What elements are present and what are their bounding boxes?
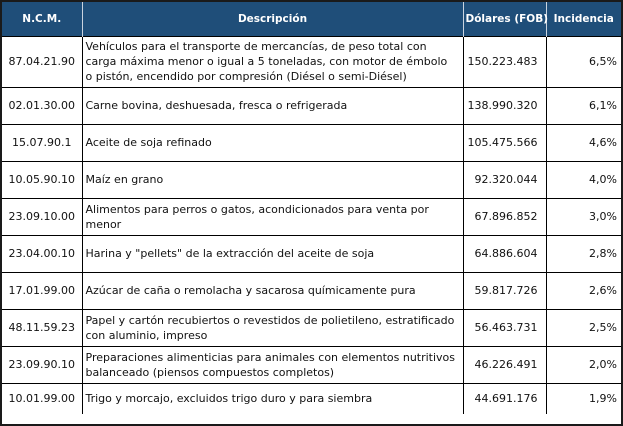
cell-descripcion: Carne bovina, deshuesada, fresca o refrigerada	[82, 87, 463, 124]
cell-descripcion: Papel y cartón recubiertos o revestidos de polietileno, estratificado con aluminio, impreso	[82, 309, 463, 346]
cell-dolares: 105.475.566	[463, 124, 546, 161]
cell-incidencia: 6,1%	[589, 99, 617, 112]
table-row	[2, 346, 621, 383]
cell-descripcion: Maíz en grano	[82, 161, 463, 198]
table-row	[2, 161, 621, 198]
cell-incidencia: 2,6%	[589, 284, 617, 297]
cell-descripcion: Vehículos para el transporte de mercancías, de peso total con carga máxima menor o igual a 5 toneladas, con motor de émbolo o pistón, encendido por compresión (Diésel o semi-Diésel)	[82, 36, 463, 87]
cell-dolares: 92.320.044	[463, 161, 546, 198]
cell-ncm: 23.09.90.10	[2, 346, 82, 383]
cell-descripcion: Azúcar de caña o remolacha y sacarosa químicamente pura	[82, 272, 463, 309]
cell-dolares: 67.896.852	[463, 198, 546, 235]
header-incidencia: Incidencia	[546, 2, 621, 36]
cell-incidencia: 4,6%	[589, 136, 617, 149]
cell-dolares: 56.463.731	[463, 309, 546, 346]
cell-dolares: 44.691.176	[463, 383, 546, 414]
cell-ncm: 17.01.99.00	[2, 272, 82, 309]
cell-dolares: 138.990.320	[463, 87, 546, 124]
table-row	[2, 124, 621, 161]
cell-descripcion: Harina y "pellets" de la extracción del aceite de soja	[82, 235, 463, 272]
table-row	[2, 309, 621, 346]
cell-incidencia: 2,0%	[589, 358, 617, 371]
cell-incidencia: 2,8%	[589, 247, 617, 260]
cell-descripcion: Alimentos para perros o gatos, acondicionados para venta por menor	[82, 198, 463, 235]
table-header-row	[2, 2, 621, 36]
table-row	[2, 272, 621, 309]
cell-incidencia: 6,5%	[589, 55, 617, 68]
cell-ncm: 48.11.59.23	[2, 309, 82, 346]
cell-ncm: 23.04.00.10	[2, 235, 82, 272]
table-row	[2, 198, 621, 235]
table-row	[2, 87, 621, 124]
cell-dolares: 46.226.491	[463, 346, 546, 383]
header-dolares: Dólares (FOB)	[463, 2, 546, 36]
cell-ncm: 02.01.30.00	[2, 87, 82, 124]
cell-ncm: 10.05.90.10	[2, 161, 82, 198]
header-descripcion: Descripción	[82, 2, 463, 36]
table-row	[2, 235, 621, 272]
cell-incidencia: 3,0%	[589, 210, 617, 223]
cell-ncm: 10.01.99.00	[2, 383, 82, 414]
cell-ncm: 23.09.10.00	[2, 198, 82, 235]
cell-dolares: 150.223.483	[463, 36, 546, 87]
cell-incidencia: 4,0%	[589, 173, 617, 186]
cell-descripcion: Aceite de soja refinado	[82, 124, 463, 161]
cell-descripcion: Trigo y morcajo, excluidos trigo duro y para siembra	[82, 383, 463, 414]
cell-descripcion: Preparaciones alimenticias para animales con elementos nutritivos balanceado (piensos compuestos completos)	[82, 346, 463, 383]
cell-dolares: 64.886.604	[463, 235, 546, 272]
cell-ncm: 15.07.90.1	[2, 124, 82, 161]
cell-incidencia: 2,5%	[589, 321, 617, 334]
cell-dolares: 59.817.726	[463, 272, 546, 309]
table-row	[2, 36, 621, 87]
table-row	[2, 383, 621, 414]
header-ncm: N.C.M.	[2, 2, 82, 36]
cell-ncm: 87.04.21.90	[2, 36, 82, 87]
cell-incidencia: 1,9%	[589, 392, 617, 406]
export-products-table	[2, 2, 621, 414]
